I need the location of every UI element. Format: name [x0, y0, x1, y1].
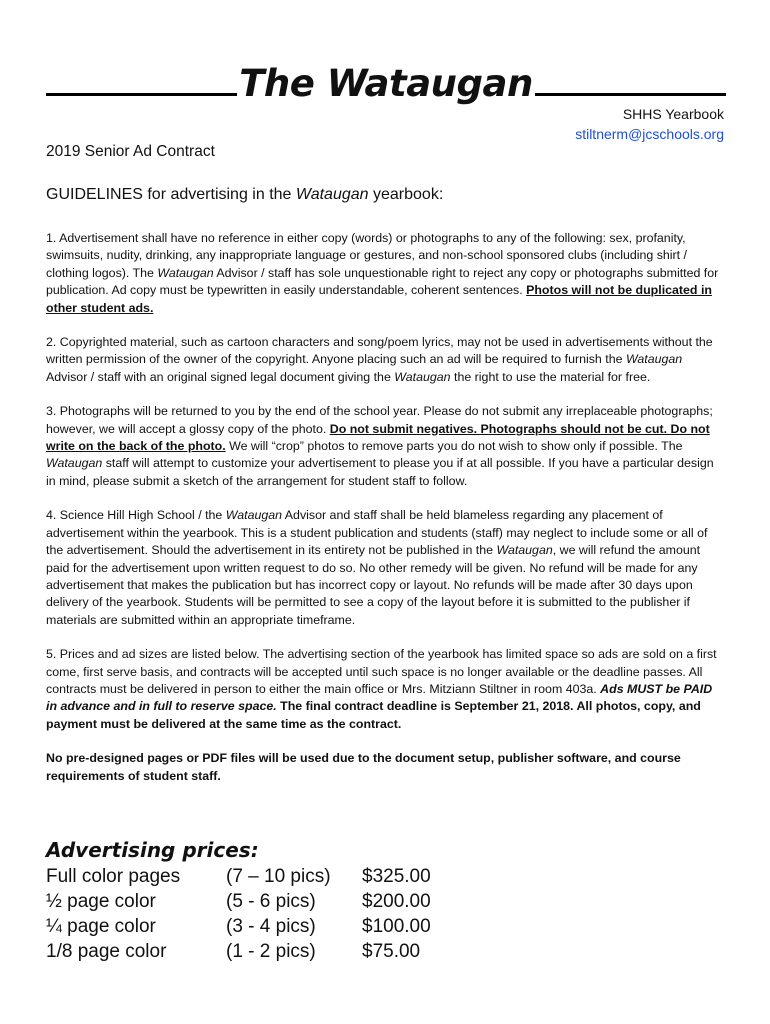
ad-price: $325.00	[362, 866, 431, 887]
rule-3-emphasis: Do not submit negatives. Photographs should not be cut. Do not write on the back of the photo.	[46, 421, 710, 454]
ad-size: ½ page color	[46, 891, 156, 912]
rule-4-yearbook-name-1: Wataugan	[225, 508, 283, 523]
rule-5-deadline: The final contract deadline is September 21, 2018. All photos, copy, and payment must be delivered at the same time as the contract.	[46, 699, 701, 731]
prices-heading: Advertising prices:	[46, 838, 259, 862]
rule-2	[46, 334, 726, 386]
rule-5-text-a: 5. Prices and ad sizes are listed below. The advertising section of the yearbook has limited space so ads are sold on a first come, first serve basis, and contracts will be accepted until such space is no longer available or the deadline passes. All contracts must be delivered in person to either the main office or Mrs. Mitziann Stiltner in room 403a.	[46, 647, 717, 696]
price-row	[46, 939, 462, 964]
ad-size: Full color pages	[46, 866, 181, 887]
rule-4-text-c: , we will refund the amount paid for the advertisement upon written request to do so. No other remedy will be given. No refund will be made for any advertisement that makes the publication but has incorrect copy or layout. No refunds will be made after 30 days upon delivery of the yearbook. Students will be permitted to see a copy of the layout before it is submitted to the publisher if materials are submitted within an appropriate timeframe.	[46, 543, 701, 627]
ad-price: $100.00	[362, 916, 431, 937]
email-link[interactable]: stiltnerm@jcschools.org	[575, 126, 724, 142]
rule-4	[46, 507, 726, 629]
rule-2-text-a: 2. Copyrighted material, such as cartoon characters and song/poem lyrics, may not be used in advertisements without the written permission of the owner of the copyright. Anyone placing such an ad will be required to furnish the	[46, 335, 713, 367]
rules-list	[46, 230, 726, 802]
rule-2-yearbook-name-1: Wataugan	[625, 352, 683, 367]
contract-title: 2019 Senior Ad Contract	[46, 143, 215, 160]
ad-price: $75.00	[362, 941, 421, 962]
rule-5	[46, 646, 726, 733]
guidelines-heading	[46, 186, 443, 204]
title-rule-left	[46, 93, 237, 96]
rule-3-yearbook-name: Wataugan	[46, 456, 103, 471]
rule-3-text-c: staff will attempt to customize your advertisement to please you if at all possible. If you have a particular design in mind, please submit a sketch of the arrangement for student staff to follow.	[46, 456, 714, 488]
rule-2-yearbook-name-2: Wataugan	[394, 369, 451, 384]
rule-4-text-a: 4. Science Hill High School / the	[46, 508, 226, 523]
pic-count: (7 – 10 pics)	[226, 866, 331, 887]
price-row	[46, 889, 462, 914]
guidelines-prefix: GUIDELINES for advertising in the	[46, 186, 296, 203]
rule-1-emphasis: Photos will not be duplicated in other student ads.	[46, 283, 712, 315]
pic-count: (5 - 6 pics)	[226, 891, 316, 912]
rule-1	[46, 230, 726, 317]
contact-block	[575, 104, 724, 144]
guidelines-suffix: yearbook:	[368, 186, 444, 203]
rule-3-text-b: We will “crop” photos to remove parts you do not wish to show only if possible. The	[225, 439, 683, 454]
rule-1-text-a: 1. Advertisement shall have no reference in either copy (words) or photographs to any of the following: sex, profanity, swimsuits, nudity, drinking, any inappropriate language or gestures, and non-school sponsored clubs (including shirt / clothing logos). The	[46, 231, 687, 280]
pic-count: (3 - 4 pics)	[226, 916, 316, 937]
title-rule-right	[535, 93, 726, 96]
ad-price: $200.00	[362, 891, 431, 912]
masthead	[46, 52, 726, 105]
rule-2-text-c: the right to use the material for free.	[450, 369, 651, 384]
rule-2-text-b: Advisor / staff with an original signed legal document giving the	[46, 369, 395, 384]
price-row	[46, 914, 462, 939]
rule-3-text-a: 3. Photographs will be returned to you by the end of the school year. Please do not submit any irreplaceable photographs; however, we will accept a glossy copy of the photo.	[46, 404, 713, 436]
ad-size: 1/8 page color	[46, 941, 167, 962]
rule-4-text-b: Advisor and staff shall be held blameless regarding any placement of advertisement within the yearbook. This is a student publication and students (staff) may neglect to include some or all of the advertisement. Should the advertisement in its entirety not be published in the	[46, 508, 708, 558]
price-table	[46, 864, 462, 964]
price-row	[46, 864, 462, 889]
guidelines-yearbook-name: Wataugan	[295, 186, 369, 203]
rule-1-text-b: Advisor / staff has sole unquestionable right to reject any copy or photographs submitted for publication. Ad copy must be typewritten in easily understandable, coherent sentences.	[46, 265, 719, 298]
rule-5-payment-notice: Ads MUST be PAID in advance and in full to reserve space.	[46, 681, 713, 714]
rule-4-yearbook-name-2: Wataugan	[496, 543, 553, 558]
org-name: SHHS Yearbook	[622, 106, 724, 122]
rule-3	[46, 403, 726, 490]
pic-count: (1 - 2 pics)	[226, 941, 316, 962]
page-title: The Wataugan	[239, 62, 533, 105]
rule-1-yearbook-name: Wataugan	[157, 265, 214, 280]
ad-size: ¼ page color	[46, 916, 156, 937]
no-predesigned-note: No pre-designed pages or PDF files will be used due to the document setup, publisher software, and course requirements of student staff.	[46, 751, 681, 783]
